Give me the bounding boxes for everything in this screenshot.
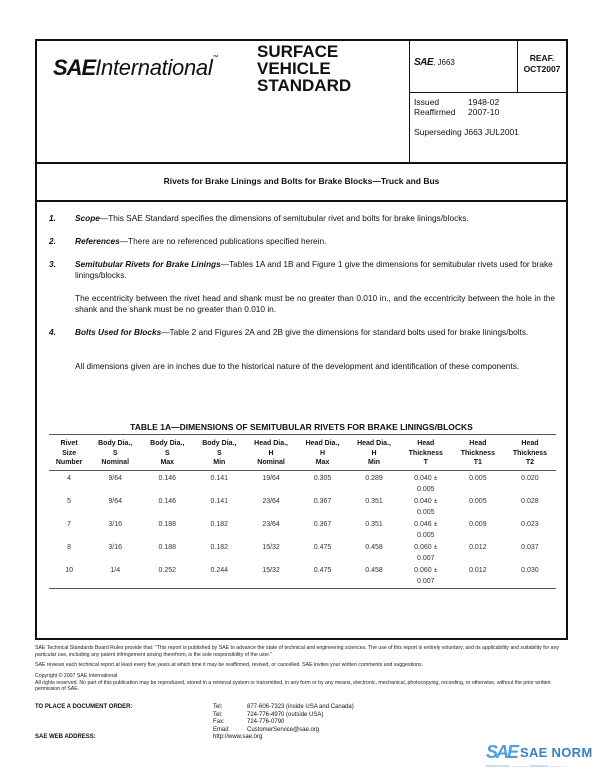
table-cell [348,470,399,496]
table-cell [49,496,89,519]
column-header-line: Head Dia., [305,440,340,447]
section-number: 4. [49,327,56,337]
table-cell [504,496,556,519]
cell-value: 0.141 [210,497,229,505]
doc-id-cell [410,41,566,93]
column-header [49,435,89,471]
table-cell [89,496,141,519]
column-header-line: T2 [525,459,535,466]
column-header [141,435,193,471]
cell-value: 5 [67,497,72,505]
cell-value: 23/64 [262,520,280,528]
table-cell [504,519,556,542]
column-header-line: S [112,449,118,457]
column-header-line: Number [55,459,83,466]
cell-value: 0.005 [469,497,487,505]
table-cell [245,496,296,519]
doc-number: SAE, J663 [414,57,455,68]
cell-value: 0.023 [521,520,539,528]
standard-type-line: STANDARD [257,76,352,95]
cell-value: 0.182 [210,520,229,528]
table-cell [452,542,504,565]
table-cell [141,565,193,589]
column-header-line: T [423,459,428,466]
column-header-line: H [268,449,274,457]
cell-value: 0.367 [313,520,332,528]
superseding: Superseding J663 JUL2001 [414,127,519,137]
cell-value: 19/64 [262,474,280,482]
column-header [348,435,399,471]
table-cell [49,565,89,589]
reaffirmed-cell [517,41,566,92]
cell-value: 9/64 [108,497,123,505]
cell-value: 0.146 [158,474,177,482]
cell-value: 0.351 [365,520,383,528]
cell-value: 0.012 [469,543,487,551]
logo-sae: SAE [53,55,96,80]
column-header-line: Rivet [60,440,78,447]
column-header-line: Size [62,449,77,457]
standard-type-line: SURFACE [257,42,339,61]
doc-number-value: J663 [437,58,455,67]
table-cell [89,542,141,565]
contact-key: Email: [213,726,230,733]
table-row [49,496,556,519]
cell-value: 0.458 [365,566,383,574]
cell-value: 0.020 [521,474,539,482]
cell-value: 0.188 [158,520,177,528]
document-title: Rivets for Brake Linings and Bolts for Brake Blocks—Truck and Bus [163,176,440,186]
section-number: 1. [49,213,56,223]
table-cell [89,470,141,496]
column-header-line: Head [469,440,487,447]
cell-value: 0.244 [210,566,229,574]
column-header-line: Nominal [257,459,285,466]
table-cell [141,496,193,519]
column-header-line: H [371,449,377,457]
section-paragraph: The eccentricity between the rivet head and shank must be no greater than 0.010 in., and the eccentricity between the hole in the shank and the shank must be no greater than 0.010 in. [75,293,555,314]
column-header [89,435,141,471]
cell-value: 0.030 [521,566,539,574]
column-header-line: Thickness [512,449,548,457]
table-row [49,565,556,589]
section-scope [49,213,554,224]
column-header-line: S [164,449,170,457]
title-box [35,162,568,202]
sae-norm-text: SAE NORM [520,745,593,760]
column-header-line: Head [521,440,539,447]
contact-key: Tel: [213,711,223,718]
table-header-row [49,435,556,471]
cell-value: 0.060 ± [414,566,438,574]
web-label: SAE WEB ADDRESS: [35,734,96,740]
cell-value: 0.252 [158,566,177,574]
column-header-line: H [320,449,326,457]
table-cell [297,565,348,589]
table-row [49,519,556,542]
table-cell [193,496,245,519]
table-cell [400,542,452,565]
cell-value: 0.046 ± [414,520,438,528]
column-header-line: Thickness [408,449,443,457]
logo-trademark: ™ [212,55,219,61]
footer-rules: SAE Technical Standards Board Rules provide that: "This report is published by SAE to advance the state of technical and engineering sciences. The use of this report is entirely voluntary, and its applicability and suitability for any particular use, including any patent infringement arising therefrom, is the sole responsibility of the user." [35,645,560,658]
table-cell [89,519,141,542]
table-cell [504,470,556,496]
table-cell [348,519,399,542]
column-header-line: Head Dia., [357,440,391,447]
table-cell [193,519,245,542]
cell-value: 3/16 [108,520,123,528]
table-cell [141,519,193,542]
cell-tolerance: 0.005 [417,485,435,493]
cell-value: 0.182 [210,543,229,551]
cell-value: 0.012 [469,566,487,574]
issued-value: 1948-02 [468,97,500,107]
table-cell [400,519,452,542]
column-header-line: Body Dia., [150,440,185,447]
cell-value: 0.188 [158,543,177,551]
column-header-line: Max [160,459,175,466]
sae-international-logo [53,55,218,81]
contact-key: Fax: [213,719,225,725]
section-text: —There are no referenced publications specified herein. [119,236,327,246]
cell-value: 8 [67,543,72,551]
section-heading: Bolts Used for Blocks [75,327,162,337]
section-text: —Table 2 and Figures 2A and 2B give the dimensions for standard bolts used for brake linings/bolts. [161,327,529,337]
cell-tolerance: 0.007 [417,554,435,562]
table-cell [504,565,556,589]
table-cell [400,565,452,589]
cell-value: 3/16 [108,543,123,551]
table-cell [245,519,296,542]
table-cell [348,496,399,519]
column-header-line: Body Dia., [202,440,237,447]
table-cell [297,496,348,519]
column-header-line: Nominal [101,459,130,466]
cell-value: 0.367 [313,497,332,505]
table-cell [400,470,452,496]
section-text: —This SAE Standard specifies the dimensions of semitubular rivet and bolts for brake linings/blocks. [99,213,469,223]
section-bolts [49,327,554,338]
cell-value: 15/32 [262,566,280,574]
order-label: TO PLACE A DOCUMENT ORDER: [35,704,133,710]
sae-norm-logo-mark: SAE [486,742,518,762]
table-cell [193,470,245,496]
section-number: 2. [49,236,56,246]
table-cell [297,470,348,496]
reaffirmed-value: 2007-10 [468,107,500,117]
section-semitubular-rivets [49,259,554,280]
cell-value: 0.289 [365,474,383,482]
cell-value: 0.475 [313,543,332,551]
cell-value: 0.458 [365,543,383,551]
cell-value: 15/32 [262,543,280,551]
footer-review: SAE reviews each technical report at least every five years at which time it may be reaffirmed, revised, or cancelled. SAE invites your written comments and suggestions. [35,662,423,668]
cell-value: 23/64 [262,497,280,505]
cell-value: 0.028 [521,497,539,505]
column-header-line: T1 [473,459,482,466]
contact-fax[interactable]: 724-776-0790 [247,719,285,725]
cell-tolerance: 0.005 [417,531,435,539]
table-cell [452,470,504,496]
table-row [49,542,556,565]
cell-value: 0.146 [158,497,177,505]
section-heading: References [75,236,120,246]
logo-international: International [95,55,213,80]
cell-value: 10 [65,566,73,574]
table-title: TABLE 1A—DIMENSIONS OF SEMITUBULAR RIVETS FOR BRAKE LININGS/BLOCKS [130,422,473,432]
table-cell [245,542,296,565]
cell-value: 0.009 [469,520,487,528]
reaffirmed-label: Reaffirmed [414,107,456,117]
contact-email-link[interactable]: CustomerService@sae.org [247,726,320,733]
cell-value: 4 [67,474,72,482]
column-header [297,435,348,471]
table-cell [452,565,504,589]
sae-norm-subtext: INTERNATIONAL —————— STANDARDS —————— [486,764,567,768]
cell-tolerance: 0.007 [417,577,435,585]
column-header-line: Body Dia., [98,440,133,447]
footer-rights: All rights reserved. No part of this publication may be reproduced, stored in a retrieval system or transmitted, in any form or by any means, electronic, mechanical, photocopying, recording, or otherwise, without the prior written permission of SAE. [35,679,551,693]
cell-value: 0.141 [210,474,229,482]
contact-phone[interactable]: 877-606-7323 (inside USA and Canada) [247,704,354,710]
cell-value: 9/64 [108,474,123,482]
cell-value: 7 [67,520,72,528]
section-heading: Scope [75,213,100,223]
table-cell [504,542,556,565]
cell-value: 0.005 [469,474,487,482]
table-cell [245,565,296,589]
standard-type-line: VEHICLE [257,59,331,78]
table-cell [49,519,89,542]
cell-value: 0.060 ± [414,543,438,551]
section-number: 3. [49,259,56,269]
cell-value: 0.351 [365,497,383,505]
table-row [49,470,556,496]
issued-label: Issued [414,97,440,107]
table-cell [49,470,89,496]
contact-key: Tel: [213,704,223,710]
column-header [452,435,504,471]
section-heading: Semitubular Rivets for Brake Linings [75,259,221,269]
column-header-line: S [216,449,222,457]
contact-phone[interactable]: 724-776-4970 (outside USA) [247,711,324,718]
table-cell [297,542,348,565]
cell-value: 0.040 ± [414,474,438,482]
column-header-line: Head Dia., [254,440,288,447]
table-cell [245,470,296,496]
table-cell [141,470,193,496]
rivet-dimensions-table [49,434,556,589]
column-header-line: Thickness [460,449,495,457]
table-cell [193,565,245,589]
reaf-label: REAF. [529,53,555,63]
table-cell [452,519,504,542]
table-cell [141,542,193,565]
table-cell [348,542,399,565]
column-header [504,435,556,471]
cell-value: 0.305 [313,474,332,482]
section-text: —Tables 1A and 1B and Figure 1 give the dimensions for semitubular rivets used for brake linings/blocks. [75,259,553,280]
reaf-date: OCT2007 [523,64,561,74]
column-header-line: Head [417,440,435,447]
table-cell [348,565,399,589]
table-cell [49,542,89,565]
sae-norm-watermark [486,742,593,768]
web-address-link[interactable]: http://www.sae.org [213,734,263,740]
section-paragraph: All dimensions given are in inches due to the historical nature of the development and identification of these components. [75,361,520,371]
section-references [49,236,554,247]
table-cell [297,519,348,542]
column-header [400,435,452,471]
column-header-line: Min [213,459,226,466]
table-cell [452,496,504,519]
footer-copyright: Copyright © 2007 SAE International [35,673,118,679]
table-cell [89,565,141,589]
column-header-line: Max [315,459,330,466]
body-box [35,200,568,640]
cell-value: 1/4 [110,566,121,574]
cell-value: 0.475 [313,566,332,574]
header-box [35,39,568,164]
cell-value: 0.037 [521,543,539,551]
table-cell [400,496,452,519]
standard-type [257,43,351,94]
column-header [245,435,296,471]
cell-tolerance: 0.005 [417,508,435,516]
table-cell [193,542,245,565]
doc-dates [414,97,519,137]
column-header-line: Min [367,459,381,466]
cell-value: 0.040 ± [414,497,438,505]
sae-small-logo: SAE [414,57,434,68]
column-header [193,435,245,471]
